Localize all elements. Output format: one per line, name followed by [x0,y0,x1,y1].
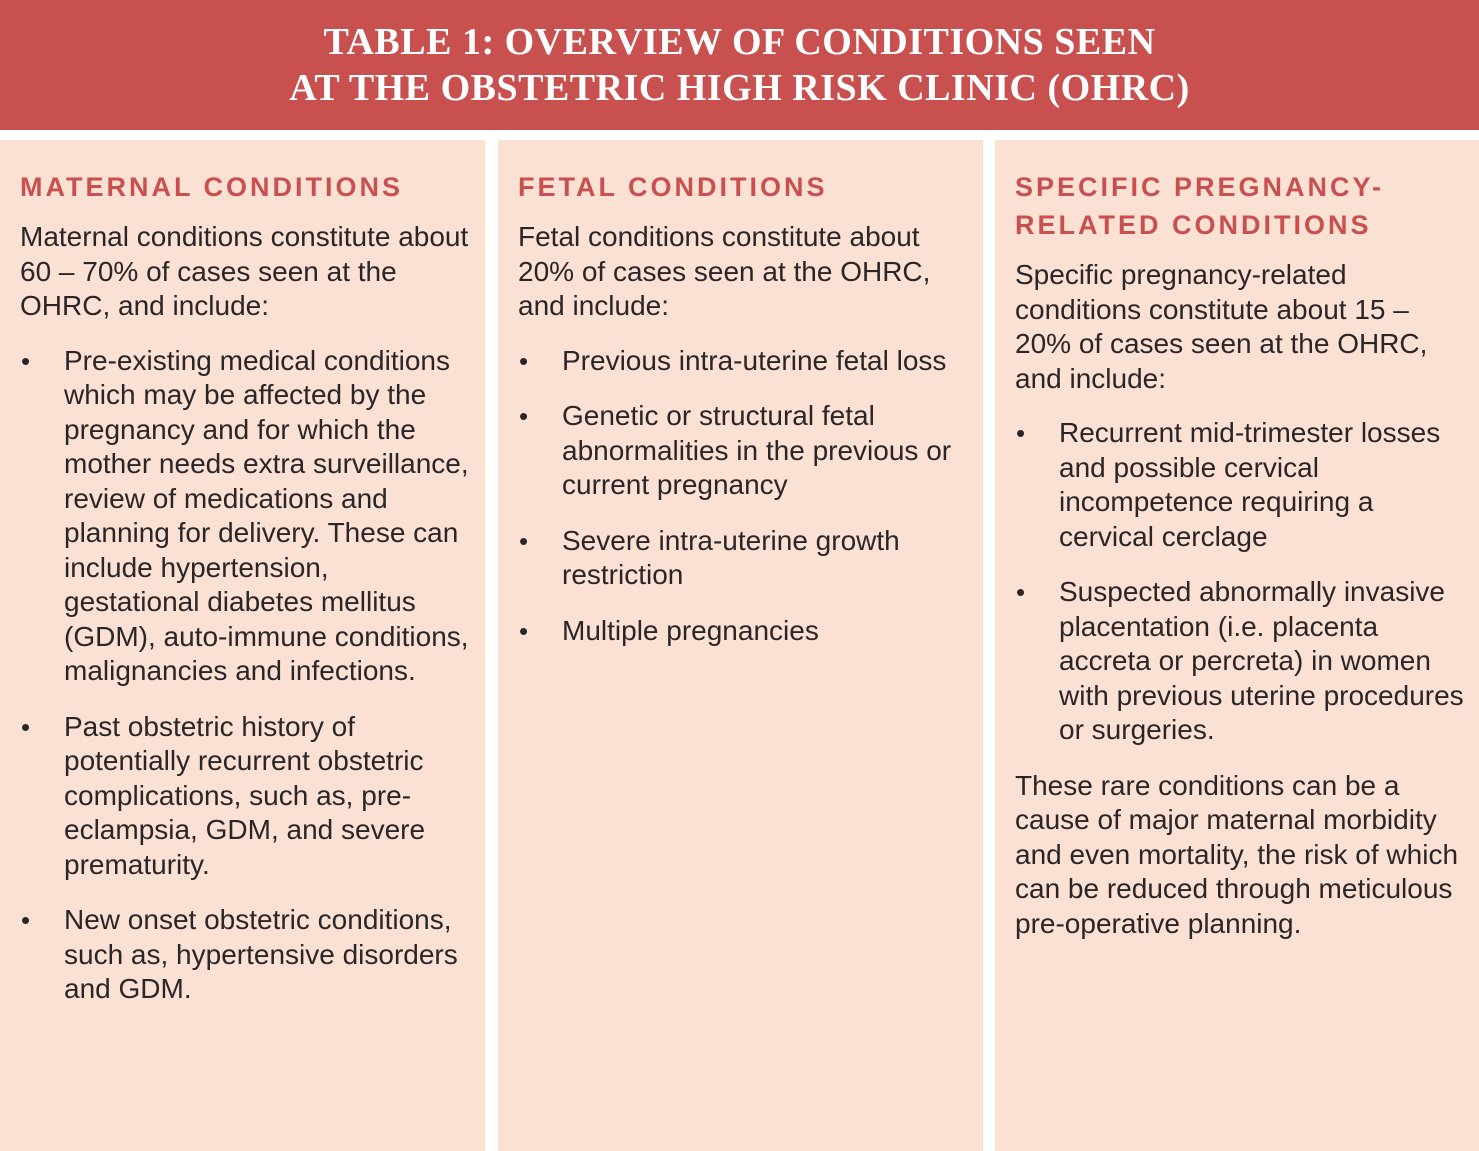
list-item [518,524,969,593]
maternal-conditions-column [0,140,485,1151]
bullet-icon: • [21,905,31,935]
fetal-conditions-column [498,140,983,1151]
specific-outro: These rare conditions can be a cause of major maternal morbidity and even mortality, the risk of which can be reduced through meticulous pre-operative planning. [1015,769,1459,939]
specific-conditions-column [995,140,1479,1151]
maternal-list [20,344,471,1007]
list-item-text: Recurrent mid-trimester losses and possible cervical incompetence requiring a cervical cerclage [1059,417,1441,552]
list-item [20,710,471,883]
list-item-text: Suspected abnormally invasive placentation (i.e. placenta accreta or percreta) in women with previous uterine procedures or surgeries. [1059,576,1464,745]
list-item-text: Previous intra-uterine fetal loss [562,344,947,376]
list-item-text: Multiple pregnancies [562,614,819,646]
list-item [20,344,471,689]
bullet-icon: • [21,345,31,376]
list-item [518,344,969,379]
list-item [1015,416,1465,554]
specific-intro: Specific pregnancy-related conditions constitute about 15 – 20% of cases seen at the OHRC, and include: [1015,259,1428,394]
list-item-text: Pre-existing medical conditions which may be affected by the pregnancy and for which the mother needs extra surveillance, review of medications and planning for delivery. These can include hypertension, gestational diabetes mellitus (GDM), auto-immune conditions, malignancies and infections. [64,344,469,686]
table-title-line-1: TABLE 1: OVERVIEW OF CONDITIONS SEEN [323,21,1156,63]
list-item-text: Past obstetric history of potentially recurrent obstetric complications, such as, pre-eclampsia, GDM, and severe prematurity. [64,710,426,880]
specific-list [1015,416,1465,748]
maternal-conditions-heading: MATERNAL CONDITIONS [20,172,403,202]
bullet-icon: • [519,615,529,646]
list-item [518,399,969,503]
specific-conditions-heading: SPECIFIC PREGNANCY-RELATED CONDITIONS [1015,172,1385,240]
fetal-conditions-heading: FETAL CONDITIONS [518,172,828,202]
bullet-icon: • [519,525,529,556]
maternal-intro: Maternal conditions constitute about 60 – 70% of cases seen at the OHRC, and include: [20,221,469,321]
bullet-icon: • [519,345,529,376]
list-item-text: Genetic or structural fetal abnormalities in the previous or current pregnancy [562,400,952,500]
fetal-list [518,344,969,649]
bullet-icon: • [1016,577,1026,607]
list-item-text: New onset obstetric conditions, such as, hypertensive disorders and GDM. [64,904,458,1004]
table-title-banner [0,0,1479,130]
list-item [518,614,969,649]
table-title-line-2: AT THE OBSTETRIC HIGH RISK CLINIC (OHRC) [289,67,1190,109]
list-item-text: Severe intra-uterine growth restriction [562,524,900,590]
bullet-icon: • [519,401,529,431]
bullet-icon: • [21,711,31,742]
bullet-icon: • [1016,418,1026,448]
list-item [20,903,471,1007]
fetal-intro: Fetal conditions constitute about 20% of cases seen at the OHRC, and include: [518,221,931,321]
list-item [1015,575,1465,748]
